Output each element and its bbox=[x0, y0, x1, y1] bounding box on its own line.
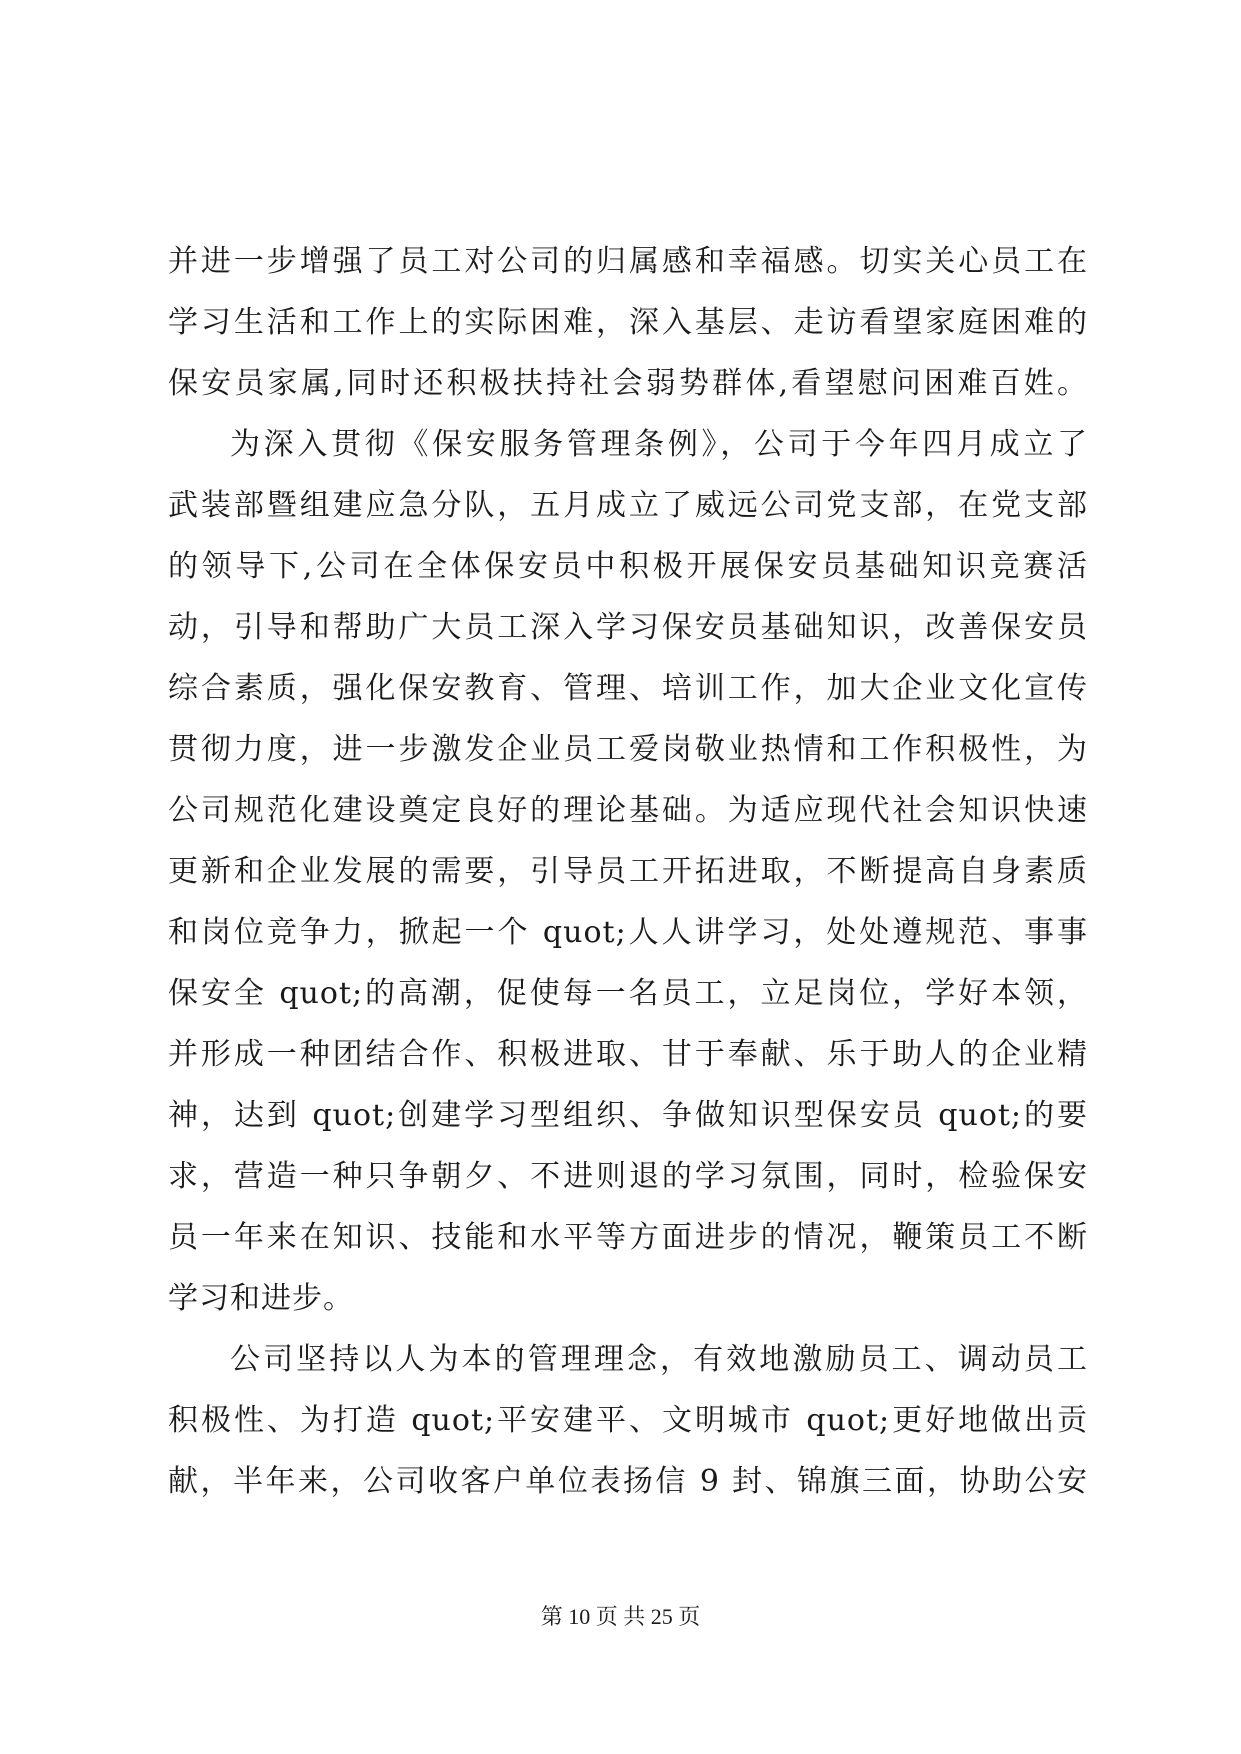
body-line: 的领导下,公司在全体保安员中积极开展保安员基础知识竞赛活 bbox=[168, 549, 1088, 584]
body-line: 公司规范化建设奠定良好的理论基础。为适应现代社会知识快速 bbox=[168, 793, 1088, 828]
body-line: 积极性、为打造 quot;平安建平、文明城市 quot;更好地做出贡 bbox=[168, 1403, 1088, 1438]
body-line: 和岗位竞争力，掀起一个 quot;人人讲学习，处处遵规范、事事 bbox=[168, 915, 1088, 950]
body-line: 为深入贯彻《保安服务管理条例》，公司于今年四月成立了 bbox=[230, 427, 1088, 462]
body-line: 献，半年来，公司收客户单位表扬信 9 封、锦旗三面，协助公安 bbox=[168, 1464, 1088, 1499]
body-line: 保安员家属,同时还积极扶持社会弱势群体,看望慰问困难百姓。 bbox=[168, 366, 1088, 401]
body-line: 学习和进步。 bbox=[168, 1281, 354, 1316]
page-number-footer: 第 10 页 共 25 页 bbox=[540, 1604, 701, 1629]
body-line: 公司坚持以人为本的管理理念，有效地激励员工、调动员工 bbox=[230, 1342, 1088, 1377]
body-line: 员一年来在知识、技能和水平等方面进步的情况，鞭策员工不断 bbox=[168, 1220, 1088, 1255]
body-line: 贯彻力度，进一步激发企业员工爱岗敬业热情和工作积极性，为 bbox=[168, 732, 1088, 767]
body-line: 学习生活和工作上的实际困难，深入基层、走访看望家庭困难的 bbox=[168, 305, 1088, 340]
body-line: 求，营造一种只争朝夕、不进则退的学习氛围，同时，检验保安 bbox=[168, 1159, 1088, 1194]
body-line: 并形成一种团结合作、积极进取、甘于奉献、乐于助人的企业精 bbox=[168, 1037, 1088, 1072]
body-line: 武装部暨组建应急分队，五月成立了威远公司党支部，在党支部 bbox=[168, 488, 1088, 523]
body-line: 综合素质，强化保安教育、管理、培训工作，加大企业文化宣传 bbox=[168, 671, 1088, 706]
body-line: 并进一步增强了员工对公司的归属感和幸福感。切实关心员工在 bbox=[168, 244, 1088, 279]
document-body bbox=[168, 231, 1088, 1512]
body-line: 动，引导和帮助广大员工深入学习保安员基础知识，改善保安员 bbox=[168, 610, 1088, 645]
body-line: 保安全 quot;的高潮，促使每一名员工，立足岗位，学好本领， bbox=[168, 976, 1088, 1011]
body-line: 更新和企业发展的需要，引导员工开拓进取，不断提高自身素质 bbox=[168, 854, 1088, 889]
body-line: 神，达到 quot;创建学习型组织、争做知识型保安员 quot;的要 bbox=[168, 1098, 1088, 1133]
